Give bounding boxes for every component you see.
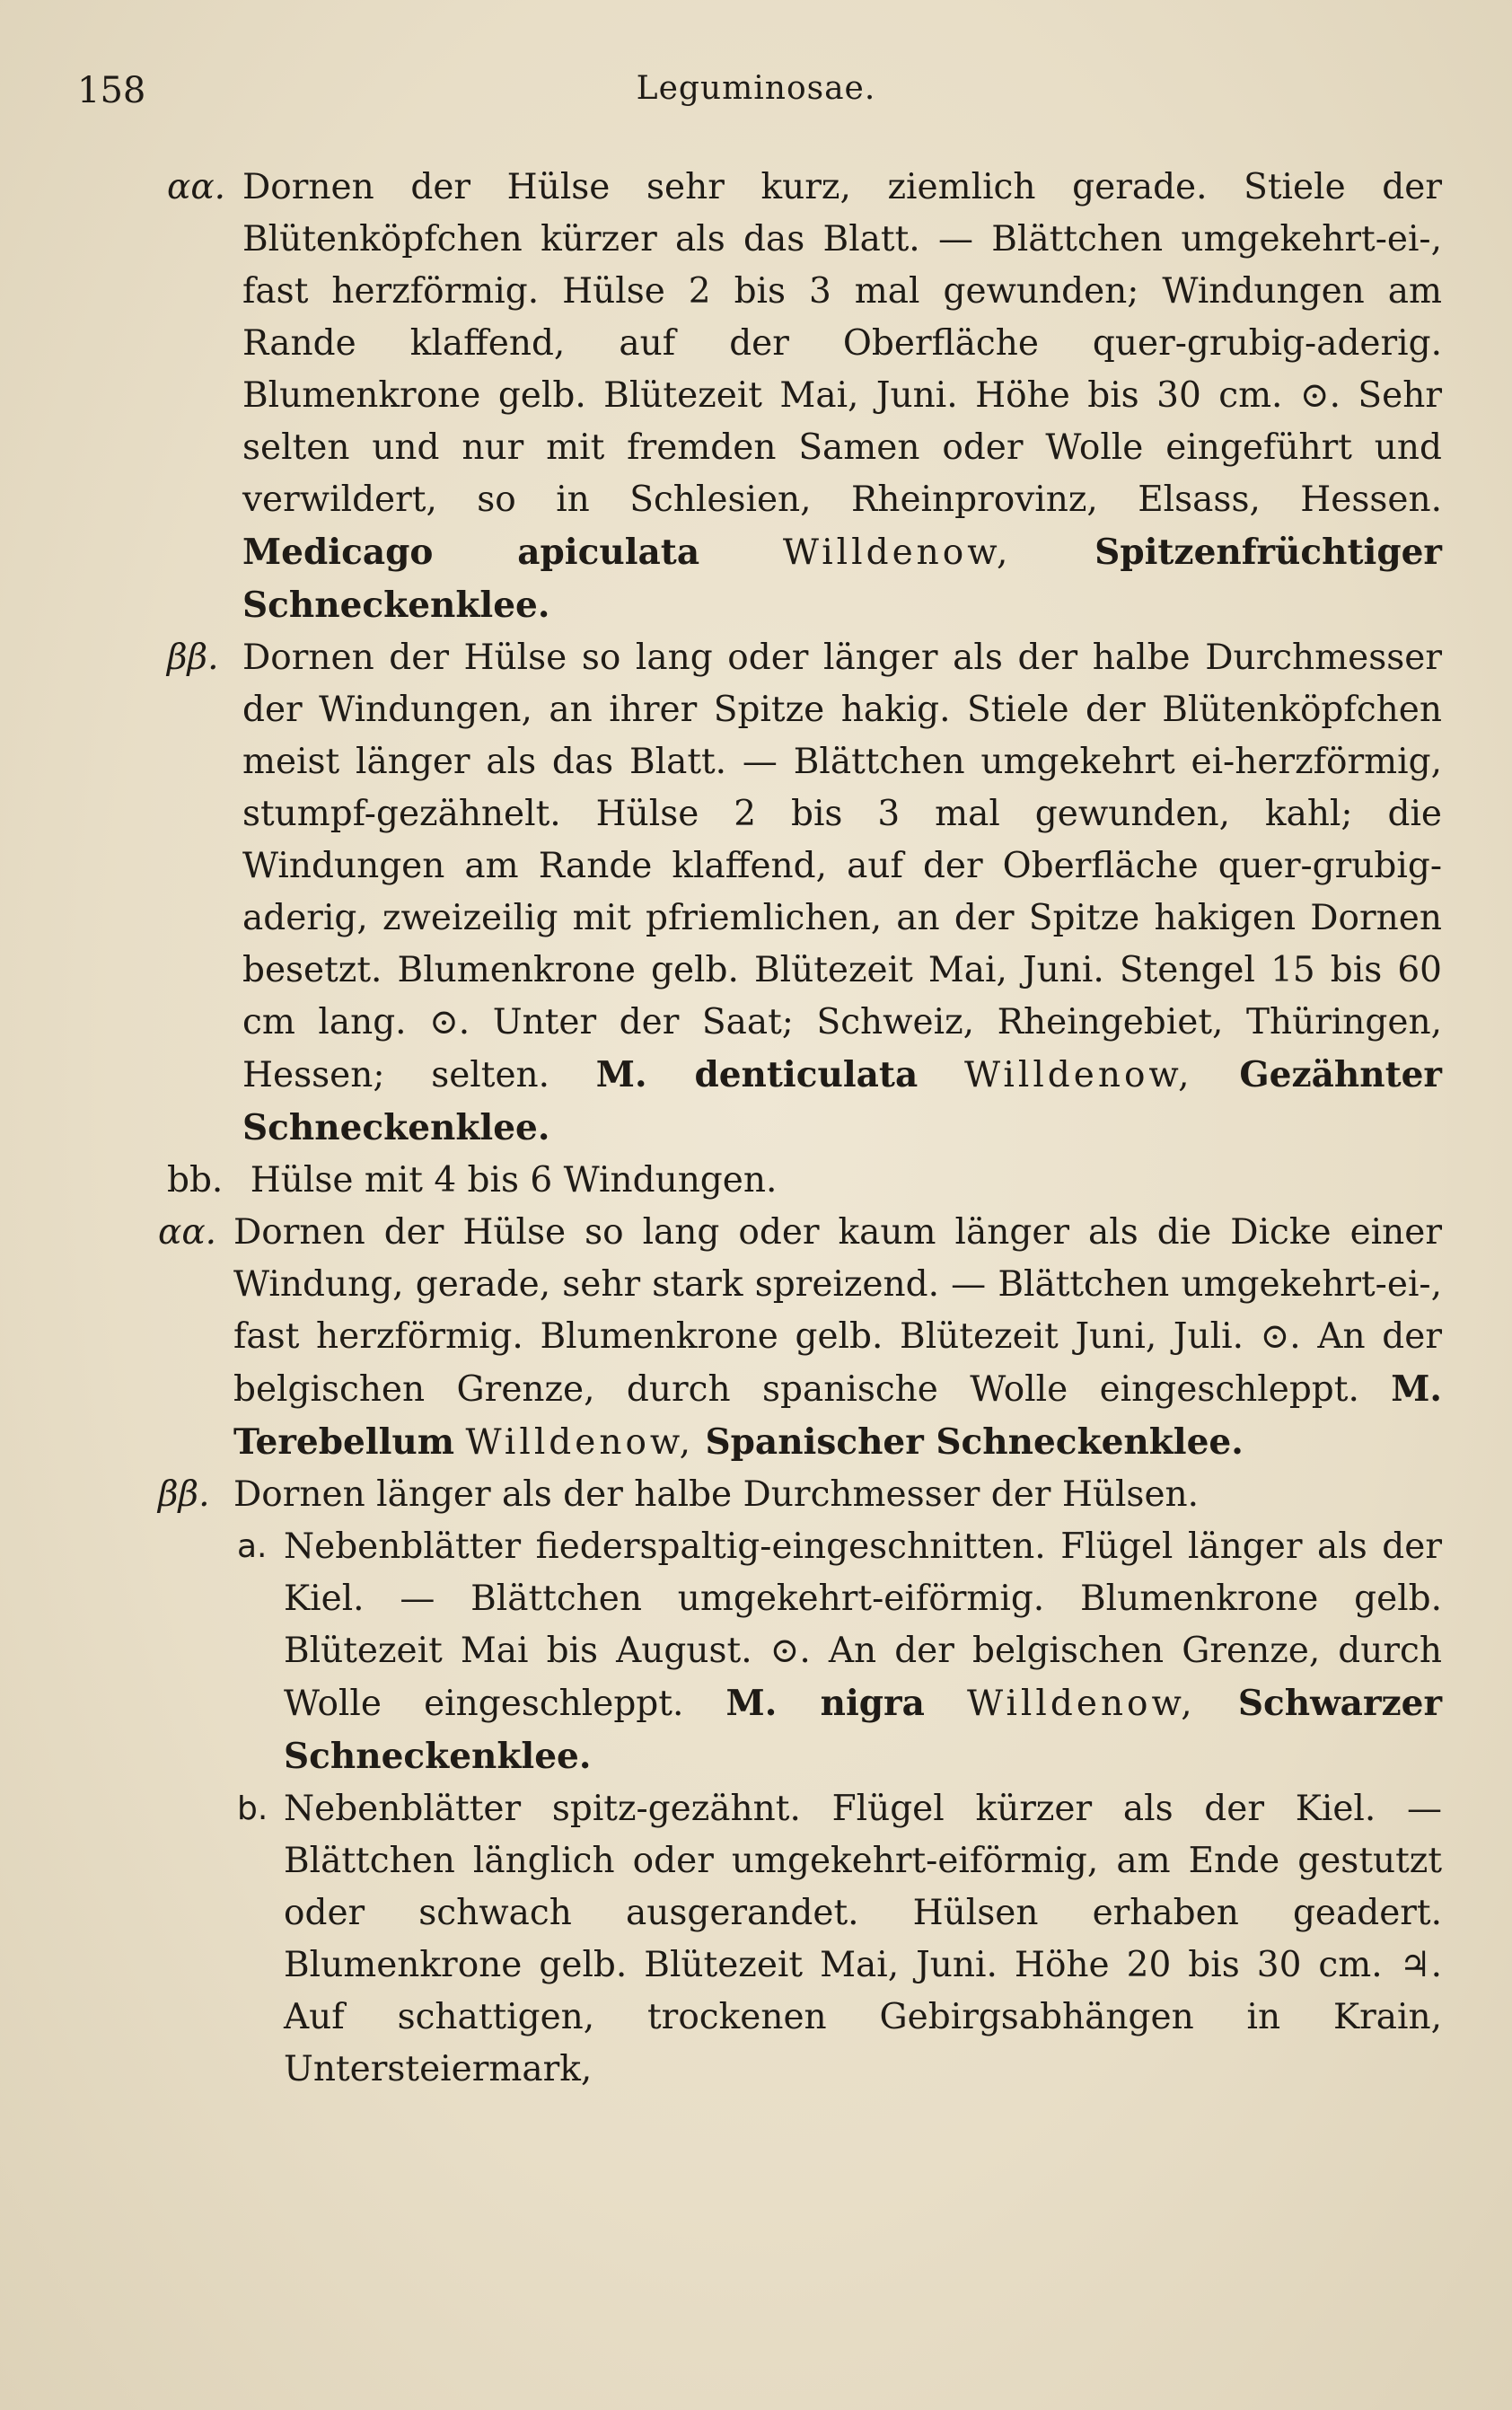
page-body [158,162,1443,2096]
species-author: Willdenow, [782,532,1012,573]
key-entry-bb-windings [167,1155,1442,1207]
entry-text: Nebenblätter fiederspaltig-eingeschnitten. Flügel länger als der Kiel. — Blättchen umgekehrt-eiförmig. Blumenkrone gelb. Blütezeit Mai bis August. ⊙. An der belgischen Grenze, durch Wolle eingeschleppt. [284,1526,1442,1724]
key-entry-a-nigra [237,1521,1443,1783]
entry-text: Nebenblätter spitz-gezähnt. Flügel kürzer als der Kiel. — Blättchen länglich oder umgekehrt-eiförmig, am Ende gestutzt oder schwach ausgerandet. Hülsen erhaben geadert. Blumenkrone gelb. Blütezeit Mai, Juni. Höhe 20 bis 30 cm. ♃. Auf schattigen, trockenen Gebirgsabhängen in Krain, Untersteiermark, [284,1789,1442,2089]
entry-marker: a. [237,1528,268,1565]
species-common-name: Gezähnter Schneckenklee. [242,1054,1442,1148]
species-name: M. denticulata [595,1054,919,1095]
page-number: 158 [77,70,146,111]
species-common-name: Schwarzer Schneckenklee. [284,1683,1443,1777]
species-author: Willdenow, [465,1422,695,1463]
entry-text: Dornen der Hülse sehr kurz, ziemlich gerade. Stiele der Blütenköpfchen kürzer als das Blatt. — Blättchen umgekehrt-ei-, fast herzförmig. Hülse 2 bis 3 mal gewunden; Windungen am Rande klaffend, auf der Oberfläche quer-grubig-aderig. Blumenkrone gelb. Blütezeit Mai, Juni. Höhe bis 30 cm. ⊙. Sehr selten und nur mit fremden Samen oder Wolle eingeführt und verwildert, so in Schlesien, Rheinprovinz, Elsass, Hessen. [242,167,1442,520]
species-author: Willdenow, [967,1684,1196,1724]
entry-marker: αα. [158,1212,217,1253]
running-title: Leguminosae. [636,70,876,107]
entry-text: Dornen der Hülse so lang oder länger als der halbe Durchmesser der Windungen, an ihrer Spitze hakig. Stiele der Blütenköpfchen meist länger als das Blatt. — Blättchen umgekehrt ei-herzförmig, stumpf-gezähnelt. Hülse 2 bis 3 mal gewunden, kahl; die Windungen am Rande klaffend, auf der Oberfläche quer-grubig-aderig, zweizeilig mit pfriemlichen, an der Spitze hakigen Dornen besetzt. Blumenkrone gelb. Blütezeit Mai, Juni. Stengel 15 bis 60 cm lang. ⊙. Unter der Saat; Schweiz, Rheingebiet, Thüringen, Hessen; selten. [242,638,1442,1095]
species-name: Medicago apiculata [242,532,700,573]
entry-marker: ββ. [167,638,219,678]
entry-marker: b. [237,1790,268,1827]
species-author: Willdenow, [963,1055,1193,1095]
entry-marker: bb. [167,1160,224,1201]
species-common-name: Spanischer Schneckenklee. [705,1421,1244,1463]
key-entry-aa-apiculata [167,162,1442,632]
entry-text: Dornen länger als der halbe Durchmesser der Hülsen. [233,1474,1200,1515]
species-common-name: Spitzenfrüchtiger Schneckenklee. [242,532,1442,626]
key-entry-b-continued [237,1783,1442,2096]
entry-text: Hülse mit 4 bis 6 Windungen. [250,1160,778,1201]
species-name: M. nigra [725,1683,925,1724]
species-name: M. Terebellum [233,1368,1442,1463]
key-entry-bb-denticulata [167,632,1442,1155]
page-header [77,70,1435,124]
entry-marker: ββ. [158,1474,210,1515]
key-entry-bb-spines [158,1469,1442,1521]
entry-text: Dornen der Hülse so lang oder kaum länger als die Dicke einer Windung, gerade, sehr stark spreizend. — Blättchen umgekehrt-ei-, fast herzförmig. Blumenkrone gelb. Blütezeit Juni, Juli. ⊙. An der belgischen Grenze, durch spanische Wolle eingeschleppt. [233,1212,1442,1410]
key-entry-aa-terebellum [158,1207,1442,1469]
entry-marker: αα. [167,167,226,207]
